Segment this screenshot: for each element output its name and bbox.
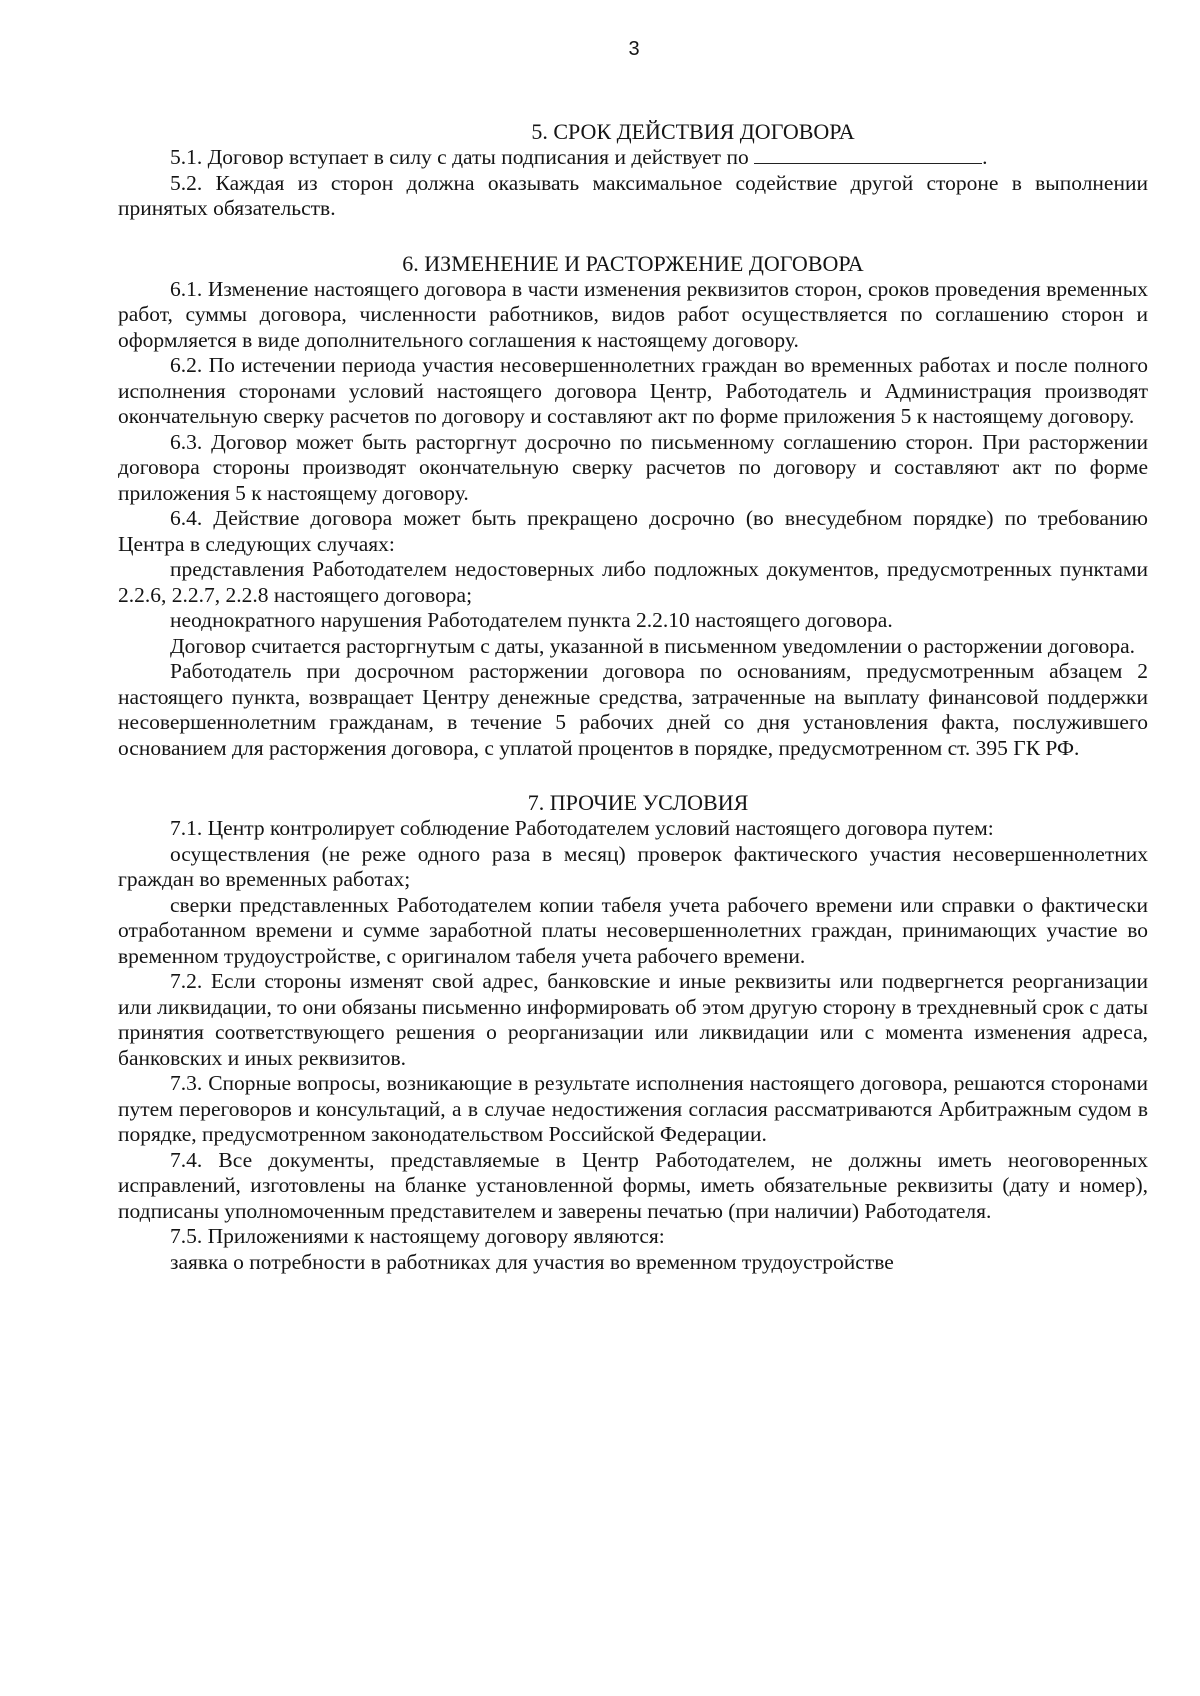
section-6-title: 6. ИЗМЕНЕНИЕ И РАСТОРЖЕНИЕ ДОГОВОРА (402, 250, 864, 276)
clause-6-4-refund: Работодатель при досрочном расторжении договора по основаниям, предусмотренным абзацем 2 настоящего пункта, возвращает Центру денежные средства, затраченные на выплату финансовой поддержки несовершеннолетним гражданам, в течение 5 рабочих дней со дня установления факта, послужившего основанием для расторжения договора, с уплатой процентов в порядке, предусмотренном ст. 395 ГК РФ. (118, 659, 1148, 760)
clause-5-1 (118, 145, 1148, 171)
clause-7-5-item-1: заявка о потребности в работниках для участия во временном трудоустройстве (170, 1249, 894, 1274)
clause-6-4-case-1: представления Работодателем недостоверных либо подложных документов, предусмотренных пунктами 2.2.6, 2.2.7, 2.2.8 настоящего договора; (118, 557, 1148, 607)
clause-6-4-termination: Договор считается расторгнутым с даты, указанной в письменном уведомлении о расторжении договора. (170, 633, 1136, 658)
clause-7-5: 7.5. Приложениями к настоящему договору являются: (170, 1224, 665, 1248)
clause-6-4-case-2: неоднократного нарушения Работодателем пункта 2.2.10 настоящего договора. (170, 608, 893, 632)
section-7-title: 7. ПРОЧИЕ УСЛОВИЯ (527, 790, 749, 815)
section-5-title: 5. СРОК ДЕЙСТВИЯ ДОГОВОРА (531, 119, 855, 144)
clause-7-4: 7.4. Все документы, представляемые в Центр Работодателем, не должны иметь неоговоренных исправлений, изготовлены на бланке установленной формы, иметь обязательные реквизиты (дату и номер), подписаны уполномоченным представителем и заверены печатью (при наличии) Работодателя. (118, 1147, 1148, 1223)
date-blank-line (754, 147, 982, 164)
clause-7-2: 7.2. Если стороны изменят свой адрес, банковские и иные реквизиты или подвергнется реорганизации или ликвидации, то они обязаны письменно информировать об этом другую сторону в трехдневный срок с даты принятия соответствующего решения о реорганизации или ликвидации или с момента изменения адреса, банковских и иных реквизитов. (118, 969, 1148, 1070)
clause-7-1-item-1: осуществления (не реже одного раза в месяц) проверок фактического участия несовершеннолетних граждан во временных работах; (118, 841, 1148, 891)
clause-7-1-item-2: сверки представленных Работодателем копии табеля учета рабочего времени или справки о фактически отработанном времени и сумме заработной платы несовершеннолетних граждан, принимающих участие во временном трудоустройстве, с оригиналом табеля учета рабочего времени. (118, 892, 1148, 968)
clause-6-4: 6.4. Действие договора может быть прекращено досрочно (во внесудебном порядке) по требованию Центра в следующих случаях: (118, 506, 1148, 556)
page-number: 3 (628, 38, 640, 60)
contract-text (118, 118, 1148, 1275)
clause-7-3: 7.3. Спорные вопросы, возникающие в результате исполнения настоящего договора, решаются сторонами путем переговоров и консультаций, а в случае недостижения согласия рассматриваются Арбитражным судом в порядке, предусмотренном законодательством Российской Федерации. (118, 1071, 1148, 1146)
clause-6-2: 6.2. По истечении периода участия несовершеннолетних граждан во временных работах и после полного исполнения сторонами условий настоящего договора Центр, Работодатель и Администрация производят окончательную сверку расчетов по договору и составляют акт по форме приложения 5 к настоящему договору. (118, 353, 1148, 428)
clause-5-1-text: 5.1. Договор вступает в силу с даты подписания и действует по (170, 145, 749, 169)
clause-6-3: 6.3. Договор может быть расторгнут досрочно по письменному соглашению сторон. При расторжении договора стороны производят окончательную сверку расчетов по договору и составляют акт по форме приложения 5 к настоящему договору. (118, 429, 1148, 505)
clause-7-1: 7.1. Центр контролирует соблюдение Работодателем условий настоящего договора путем: (170, 816, 994, 840)
clause-6-1: 6.1. Изменение настоящего договора в части изменения реквизитов сторон, сроков проведения временных работ, суммы договора, численности работников, видов работ осуществляется по соглашению сторон и оформляется в виде дополнительного соглашения к настоящему договору. (118, 276, 1148, 352)
clause-5-1-end: . (982, 145, 988, 169)
clause-5-2: 5.2. Каждая из сторон должна оказывать максимальное содействие другой стороне в выполнении принятых обязательств. (118, 170, 1148, 220)
